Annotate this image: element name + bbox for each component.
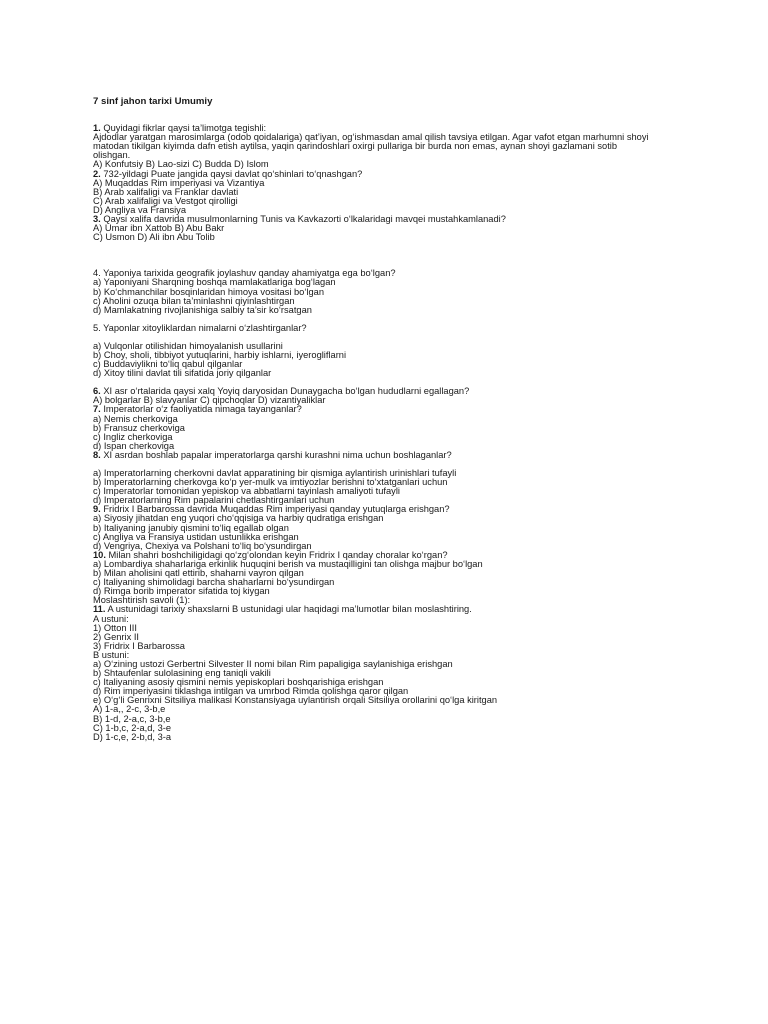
option: c) Angliya va Fransiya ustidan ustunlikka erishgan: [93, 531, 299, 542]
question-8: [93, 451, 693, 460]
document-page: [93, 97, 693, 742]
option: B) Arab xalifaligi va Franklar davlati: [93, 186, 239, 197]
question-number: 11.: [93, 604, 106, 615]
column-b-item: b) Shtaufenlar sulolasining eng taniqli vakili: [93, 668, 271, 679]
option: d) Rimga borib imperator sifatida toj kiygan: [93, 586, 270, 597]
option: a) Lombardiya shaharlariga erkinlik huquqini berish va mustaqilligini tan olishga majbur bo‘lgan: [93, 558, 483, 569]
column-b-item: d) Rim imperiyasini tiklashga intilgan va umrbod Rimda qolishga qaror qilgan: [93, 686, 409, 697]
question-number: 2.: [93, 168, 101, 179]
question-1-paragraph: Ajdodlar yaratgan marosimlarga (odob qoidalariga) qat’iyan, og‘ishmasdan amal qilish tavsiya etilgan. Agar vafot etgan marhumni shoyi matodan tikilgan kiyimda dafn etish aytilsa, yaqin qarindoshlari oxirgi pullariga bir burda non emas, aynan shoyi gazlamani sotib olishgan.: [93, 132, 649, 161]
column-b-item: a) O‘zining ustozi Gerbertni Silvester II nomi bilan Rim papaligiga saylanishiga erishgan: [93, 658, 453, 669]
section-heading: Moslashtirish savoli (1):: [93, 595, 191, 606]
question-number: 7.: [93, 404, 101, 415]
question-number: 10.: [93, 549, 106, 560]
option: d) Xitoy tilini davlat tili sifatida joriy qilganlar: [93, 368, 272, 379]
answer-option: D) 1-c,e, 2-b,d, 3-a: [93, 731, 172, 742]
option: a) Imperatorlarning cherkovni davlat apparatining bir qismiga aylantirish urinishlari tufayli: [93, 468, 457, 478]
question-text: 732-yildagi Puate jangida qaysi davlat qo‘shinlari to‘qnashgan?: [100, 168, 363, 179]
question-text: XI asr o‘rtalarida qaysi xalq Yoyiq daryosidan Dunaygacha bo‘lgan hududlarni egallagan?: [100, 386, 470, 397]
option: b) Fransuz cherkoviga: [93, 422, 185, 433]
option: b) Choy, sholi, tibbiyot yutuqlarini, harbiy ishlarni, iyerogliflarni: [93, 349, 347, 360]
column-b-item: e) O‘g‘li Genrixni Sitsiliya malikasi Konstansiyaga uylantirish orqali Sitsiliya orollarini qo‘lga kiritgan: [93, 695, 498, 706]
option: b) Milan aholisini qatl ettirib, shaharni vayron qilgan: [93, 568, 304, 579]
option: b) Italiyaning janubiy qismini to‘liq egallab olgan: [93, 522, 289, 533]
option: D) Angliya va Fransiya: [93, 204, 187, 215]
question-text: A ustunidagi tarixiy shaxslarni B ustunidagi ular haqidagi ma’lumotlar bilan moslashtiring.: [105, 604, 472, 615]
option: d) Mamlakatning rivojlanishiga salbiy ta’sir ko‘rsatgan: [93, 304, 312, 315]
column-b-heading: B ustuni:: [93, 649, 130, 660]
question-7: [93, 405, 693, 414]
option: c) Buddaviylikni to‘liq qabul qilganlar: [93, 359, 243, 370]
question-number: 8.: [93, 449, 101, 460]
option: c) Aholini ozuqa bilan ta’minlashni qiyinlashtirgan: [93, 295, 295, 306]
question-number: 1.: [93, 123, 101, 134]
option: b) Imperatorlarning cherkovga ko‘p yer-mulk va imtiyozlar berishni to‘xtatganlari uchun: [93, 477, 448, 488]
question-number: 6.: [93, 386, 101, 397]
question-11: [93, 605, 693, 614]
question-6-options: A) bolgarlar B) slavyanlar C) qipchoqlar D) vizantiyaliklar: [93, 395, 326, 406]
option: A) Muqaddas Rim imperiyasi va Vizantiya: [93, 177, 265, 188]
document-title: 7 sinf jahon tarixi Umumiy: [93, 96, 213, 107]
option: c) Ingliz cherkoviga: [93, 431, 173, 442]
question-number: 3.: [93, 214, 101, 225]
option: C) Arab xalifaligi va Vestgot qirolligi: [93, 195, 238, 206]
option: a) Yaponiyani Sharqning boshqa mamlakatlariga bog‘lagan: [93, 277, 336, 288]
question-text: Fridrix I Barbarossa davrida Muqaddas Rim imperiyasi qanday yutuqlarga erishgan?: [100, 504, 450, 515]
column-a-item: 1) Otton III: [93, 622, 137, 633]
answer-option: A) 1-a,, 2-c, 3-b,e: [93, 704, 166, 715]
option: d) Vengriya, Chexiya va Polshani to‘liq bo‘ysundirgan: [93, 540, 312, 551]
option: c) Imperatorlar tomonidan yepiskop va abbatlarni tayinlash amaliyoti tufayli: [93, 486, 400, 497]
question-text: Milan shahri boshchiligidagi qo‘zg‘olondan keyin Fridrix I qanday choralar ko‘rgan?: [105, 549, 448, 560]
option: a) Vulqonlar otilishidan himoyalanish usullarini: [93, 340, 283, 351]
option: a) Siyosiy jihatdan eng yuqori cho‘qqisiga va harbiy qudratiga erishgan: [93, 513, 384, 524]
question-number: 9.: [93, 504, 101, 515]
question-text: XI asrdan boshlab papalar imperatorlarga qarshi kurashni nima uchun boshlaganlar?: [100, 449, 452, 460]
option: C) Usmon D) Ali ibn Abu Tolib: [93, 232, 215, 243]
column-b-item: c) Italiyaning asosiy qismini nemis yepiskoplari boshqarishiga erishgan: [93, 677, 384, 688]
column-a-item: 3) Fridrix I Barbarossa: [93, 640, 185, 651]
question-5: 5. Yaponlar xitoyliklardan nimalarni o‘zlashtirganlar?: [93, 322, 307, 333]
option: A) Umar ibn Xattob B) Abu Bakr: [93, 223, 225, 234]
question-text: Quyidagi fikrlar qaysi ta’limotga tegishli:: [100, 123, 267, 134]
question-text: Imperatorlar o‘z faoliyatida nimaga tayanganlar?: [100, 404, 302, 415]
column-a-item: 2) Genrix II: [93, 631, 139, 642]
column-a-heading: A ustuni:: [93, 613, 129, 624]
option: a) Nemis cherkoviga: [93, 413, 178, 424]
option: d) Ispan cherkoviga: [93, 440, 175, 451]
answer-option: C) 1-b,c, 2-a,d, 3-e: [93, 722, 172, 733]
option: b) Ko‘chmanchilar bosqinlaridan himoya vositasi bo‘lgan: [93, 286, 324, 297]
option: d) Imperatorlarning Rim papalarini chetlashtirganlari uchun: [93, 495, 335, 506]
answer-option: B) 1-d, 2-a,c, 3-b,e: [93, 713, 171, 724]
option: c) Italiyaning shimolidagi barcha shaharlarni bo‘ysundirgan: [93, 577, 335, 588]
question-text: Qaysi xalifa davrida musulmonlarning Tunis va Kavkazorti o‘lkalaridagi mavqei mustahkamlanadi?: [100, 214, 506, 225]
question-4: 4. Yaponiya tarixida geografik joylashuv qanday ahamiyatga ega bo‘lgan?: [93, 268, 396, 279]
question-1-options: A) Konfutsiy B) Lao-sizi C) Budda D) Islom: [93, 159, 269, 170]
